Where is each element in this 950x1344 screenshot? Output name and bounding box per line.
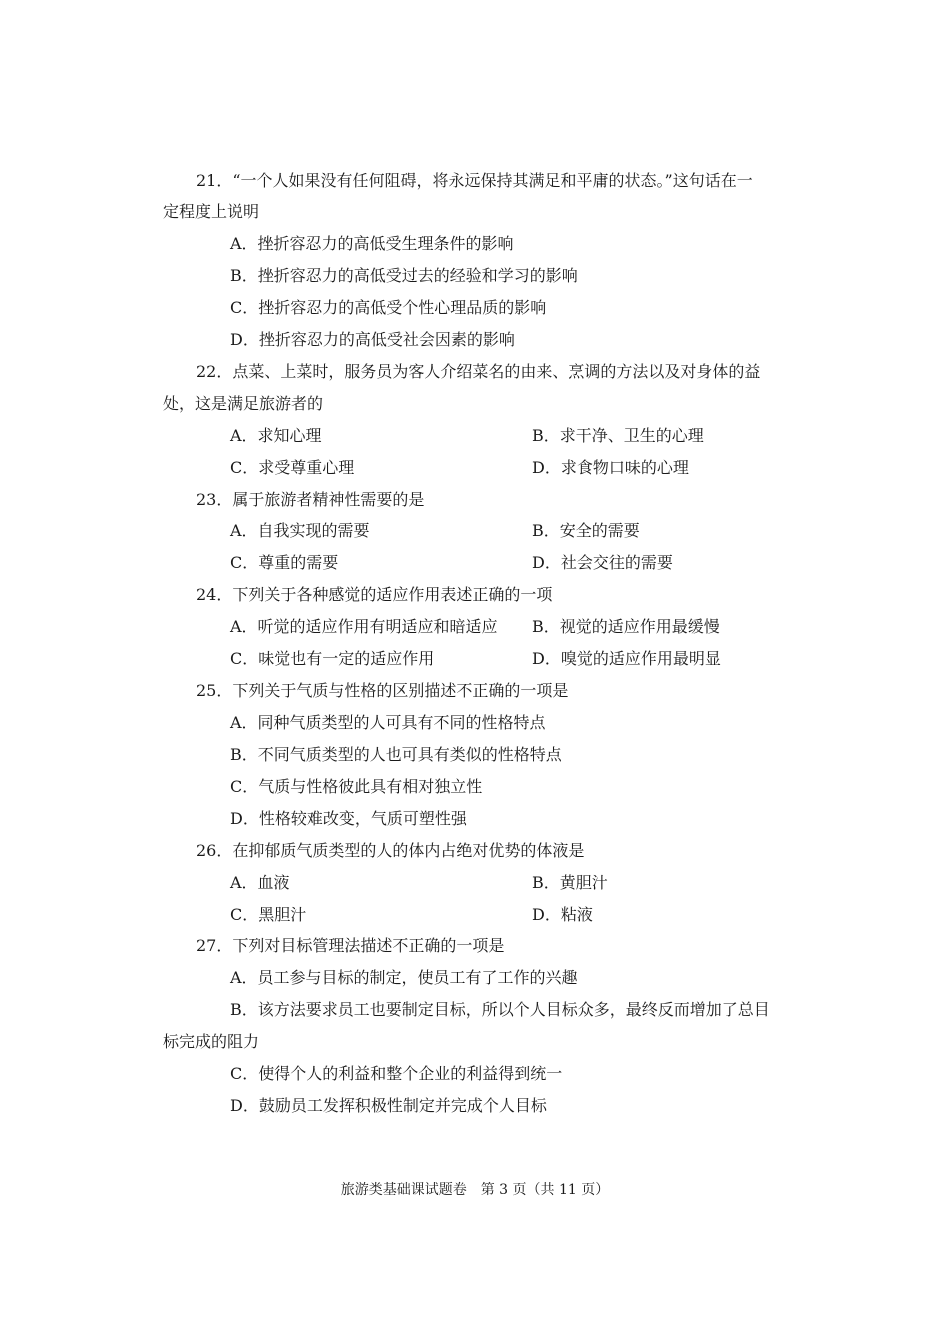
question-26-option-d: D．粘液 bbox=[532, 905, 593, 924]
question-22-stem-line1: 22．点菜、上菜时，服务员为客人介绍菜名的由来、烹调的方法以及对身体的益 bbox=[196, 362, 761, 381]
question-21-option-a: A．挫折容忍力的高低受生理条件的影响 bbox=[230, 234, 514, 253]
question-22-stem-line2: 处，这是满足旅游者的 bbox=[163, 394, 324, 413]
question-21-option-c: C．挫折容忍力的高低受个性心理品质的影响 bbox=[230, 298, 547, 317]
question-27-option-a: A．员工参与目标的制定，使员工有了工作的兴趣 bbox=[230, 968, 578, 987]
question-23-option-d: D．社会交往的需要 bbox=[532, 553, 673, 572]
question-26-option-b: B．黄胆汁 bbox=[532, 873, 608, 892]
question-24-option-d: D．嗅觉的适应作用最明显 bbox=[532, 649, 721, 668]
question-24-stem-line1: 24．下列关于各种感觉的适应作用表述正确的一项 bbox=[196, 585, 553, 604]
question-21-stem-line2: 定程度上说明 bbox=[163, 202, 260, 221]
question-26-stem-line1: 26．在抑郁质气质类型的人的体内占绝对优势的体液是 bbox=[196, 841, 585, 860]
question-21-stem-line1: 21．“一个人如果没有任何阻碍，将永远保持其满足和平庸的状态。”这句话在一 bbox=[196, 171, 753, 190]
question-27-stem-line1: 27．下列对目标管理法描述不正确的一项是 bbox=[196, 936, 505, 955]
question-27-option-b-line2: 标完成的阻力 bbox=[163, 1032, 260, 1051]
question-25-stem-line1: 25．下列关于气质与性格的区别描述不正确的一项是 bbox=[196, 681, 569, 700]
question-24-option-c: C．味觉也有一定的适应作用 bbox=[230, 649, 435, 668]
question-25-option-c: C．气质与性格彼此具有相对独立性 bbox=[230, 777, 483, 796]
question-22-option-b: B．求干净、卫生的心理 bbox=[532, 426, 704, 445]
question-26-option-a: A．血液 bbox=[230, 873, 290, 892]
question-24-option-b: B．视觉的适应作用最缓慢 bbox=[532, 617, 720, 636]
question-23-option-b: B．安全的需要 bbox=[532, 521, 640, 540]
question-22-option-a: A．求知心理 bbox=[230, 426, 322, 445]
question-23-option-c: C．尊重的需要 bbox=[230, 553, 339, 572]
question-25-option-d: D．性格较难改变，气质可塑性强 bbox=[230, 809, 467, 828]
question-27-option-d: D．鼓励员工发挥积极性制定并完成个人目标 bbox=[230, 1096, 547, 1115]
question-22-option-d: D．求食物口味的心理 bbox=[532, 458, 689, 477]
question-22-option-c: C．求受尊重心理 bbox=[230, 458, 355, 477]
question-27-option-b-line1: B．该方法要求员工也要制定目标，所以个人目标众多，最终反而增加了总目 bbox=[230, 1000, 770, 1019]
question-23-option-a: A．自我实现的需要 bbox=[230, 521, 370, 540]
question-26-option-c: C．黑胆汁 bbox=[230, 905, 307, 924]
question-21-option-d: D．挫折容忍力的高低受社会因素的影响 bbox=[230, 330, 515, 349]
question-27-option-c: C．使得个人的利益和整个企业的利益得到统一 bbox=[230, 1064, 563, 1083]
question-23-stem-line1: 23．属于旅游者精神性需要的是 bbox=[196, 490, 425, 509]
question-25-option-b: B．不同气质类型的人也可具有类似的性格特点 bbox=[230, 745, 562, 764]
question-25-option-a: A．同种气质类型的人可具有不同的性格特点 bbox=[230, 713, 546, 732]
question-24-option-a: A．听觉的适应作用有明适应和暗适应 bbox=[230, 617, 498, 636]
page-footer: 旅游类基础课试题卷 第 3 页（共 11 页） bbox=[340, 1182, 610, 1198]
question-21-option-b: B．挫折容忍力的高低受过去的经验和学习的影响 bbox=[230, 266, 578, 285]
